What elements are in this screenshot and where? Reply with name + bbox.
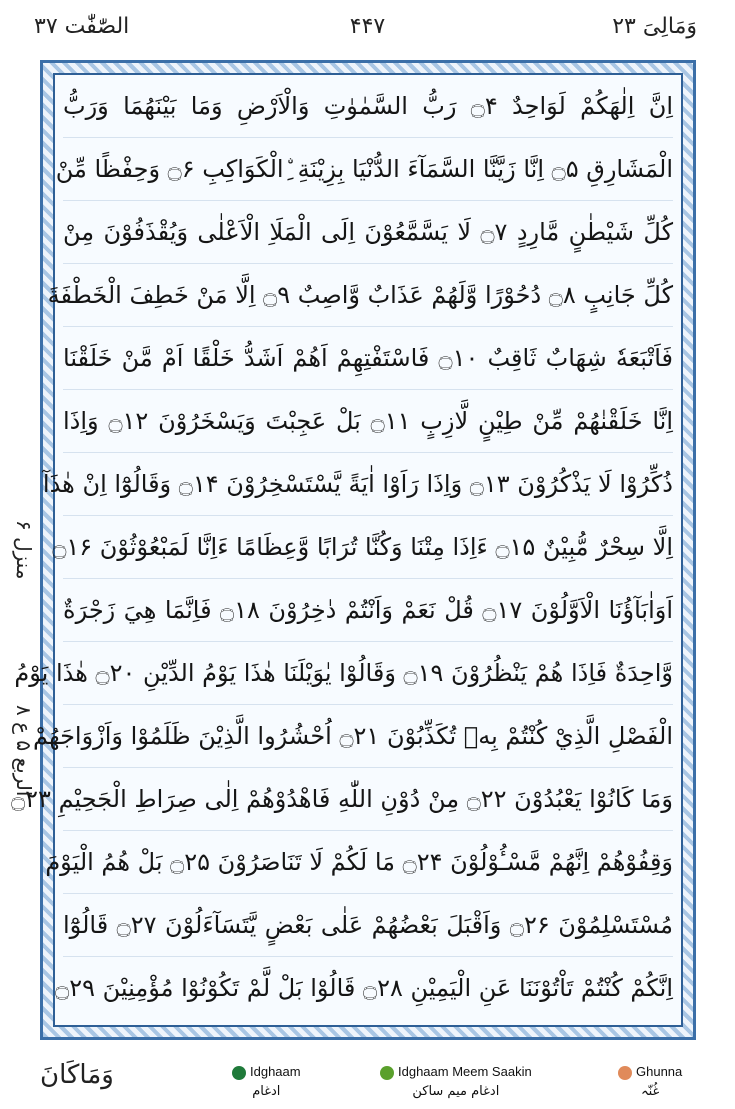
legend-idghaam <box>232 1064 301 1099</box>
text-line: اِلَّا سِحْرٌ مُّبِيْنٌ ۝۱۵ ءَاِذَا مِتْنَا وَكُنَّا تُرَابًا وَّعِظَامًا ءَاِنَّا لَمَبْعُوْثُوْنَ ۝۱۶ <box>63 516 673 579</box>
dot-icon <box>618 1066 632 1080</box>
text-line: اِنَّ اِلٰهَكُمْ لَوَاحِدٌ ۝۴ رَبُّ السَّمٰوٰتِ وَالْاَرْضِ وَمَا بَيْنَهُمَا وَرَبُّ <box>63 75 673 138</box>
legend-arabic: ادغام میم ساکن <box>412 1083 500 1099</box>
legend-label: Idghaam <box>250 1064 301 1079</box>
legend-label: Idghaam Meem Saakin <box>398 1064 532 1079</box>
text-line: الْفَصْلِ الَّذِيْ كُنْتُمْ بِهٖ تُكَذِّبُوْنَ ۝۲۱ اُحْشُرُوا الَّذِيْنَ ظَلَمُوْا وَاَزْوَاجَهُمْ <box>63 705 673 768</box>
catchword: وَمَاكَانَ <box>40 1060 114 1090</box>
text-line: ذُكِّرُوْا لَا يَذْكُرُوْنَ ۝۱۳ وَاِذَا رَاَوْا اٰيَةً يَّسْتَسْخِرُوْنَ ۝۱۴ وَقَالُوْٓا اِنْ هٰذَآ <box>63 453 673 516</box>
text-line: فَاَتْبَعَهٗ شِهَابٌ ثَاقِبٌ ۝۱۰ فَاسْتَفْتِهِمْ اَهُمْ اَشَدُّ خَلْقًا اَمْ مَّنْ خَلَقْنَا <box>63 327 673 390</box>
page-number: ۴۴۷ <box>349 14 386 39</box>
text-line: كُلِّ شَيْطٰنٍ مَّارِدٍ ۝۷ لَا يَسَّمَّعُوْنَ اِلَى الْمَلَاِ الْاَعْلٰى وَيُقْذَفُوْنَ مِنْ <box>63 201 673 264</box>
text-line: الْمَشَارِقِ ۝۵ اِنَّا زَيَّنَّا السَّمَآءَ الدُّنْيَا بِزِيْنَةِ ِۨالْكَوَاكِبِ ۝۶ وَحِفْظًا مِّنْ <box>63 138 673 201</box>
legend-arabic: غُنّہ <box>640 1083 660 1099</box>
text-line: اِنَّا خَلَقْنٰهُمْ مِّنْ طِيْنٍ لَّازِبٍ ۝۱۱ بَلْ عَجِبْتَ وَيَسْخَرُوْنَ ۝۱۲ وَاِذَا <box>63 390 673 453</box>
text-line: كُلِّ جَانِبٍ ۝۸ دُحُوْرًا وَّلَهُمْ عَذَابٌ وَّاصِبٌ ۝۹ اِلَّا مَنْ خَطِفَ الْخَطْفَةَ <box>63 264 673 327</box>
text-line: وَمَا كَانُوْا يَعْبُدُوْنَ ۝۲۲ مِنْ دُوْنِ اللّٰهِ فَاهْدُوْهُمْ اِلٰى صِرَاطِ الْجَحِيْمِ ۝۲۳ <box>63 768 673 831</box>
text-line: مُسْتَسْلِمُوْنَ ۝۲۶ وَاَقْبَلَ بَعْضُهُمْ عَلٰى بَعْضٍ يَّتَسَآءَلُوْنَ ۝۲۷ قَالُوْٓا <box>63 894 673 957</box>
surah-header: الصّٰفّٰت ۳۷ <box>34 14 130 39</box>
text-line: اِنَّكُمْ كُنْتُمْ تَاْتُوْنَنَا عَنِ الْيَمِيْنِ ۝۲۸ قَالُوْا بَلْ لَّمْ تَكُوْنُوْا مُؤْمِنِيْنَ ۝۲۹ <box>55 974 673 1002</box>
text-line: وَّاحِدَةٌ فَاِذَا هُمْ يَنْظُرُوْنَ ۝۱۹ وَقَالُوْا يٰوَيْلَنَا هٰذَا يَوْمُ الدِّيْنِ ۝۲۰ هٰذَا يَوْمُ <box>63 642 673 705</box>
manzil-marker: منزل ۶ <box>12 520 36 580</box>
dot-icon <box>232 1066 246 1080</box>
legend-arabic: ادغام <box>252 1083 281 1099</box>
juz-header: وَمَالِیَ ۲۳ <box>612 14 697 39</box>
rub-marker: الربع ۵ ع ۸ <box>12 705 36 797</box>
legend-label: Ghunna <box>636 1064 683 1079</box>
text-line: وَقِفُوْهُمْ اِنَّهُمْ مَّسْـُٔوْلُوْنَ ۝۲۴ مَا لَكُمْ لَا تَنَاصَرُوْنَ ۝۲۵ بَلْ هُمُ الْيَوْمَ <box>63 831 673 894</box>
text-line: اَوَاٰبَآؤُنَا الْاَوَّلُوْنَ ۝۱۷ قُلْ نَعَمْ وَاَنْتُمْ دٰخِرُوْنَ ۝۱۸ فَاِنَّمَا هِيَ زَجْرَةٌ <box>63 579 673 642</box>
dot-icon <box>380 1066 394 1080</box>
legend-idghaam-meem-saakin <box>380 1064 532 1099</box>
legend-ghunna <box>618 1064 682 1099</box>
